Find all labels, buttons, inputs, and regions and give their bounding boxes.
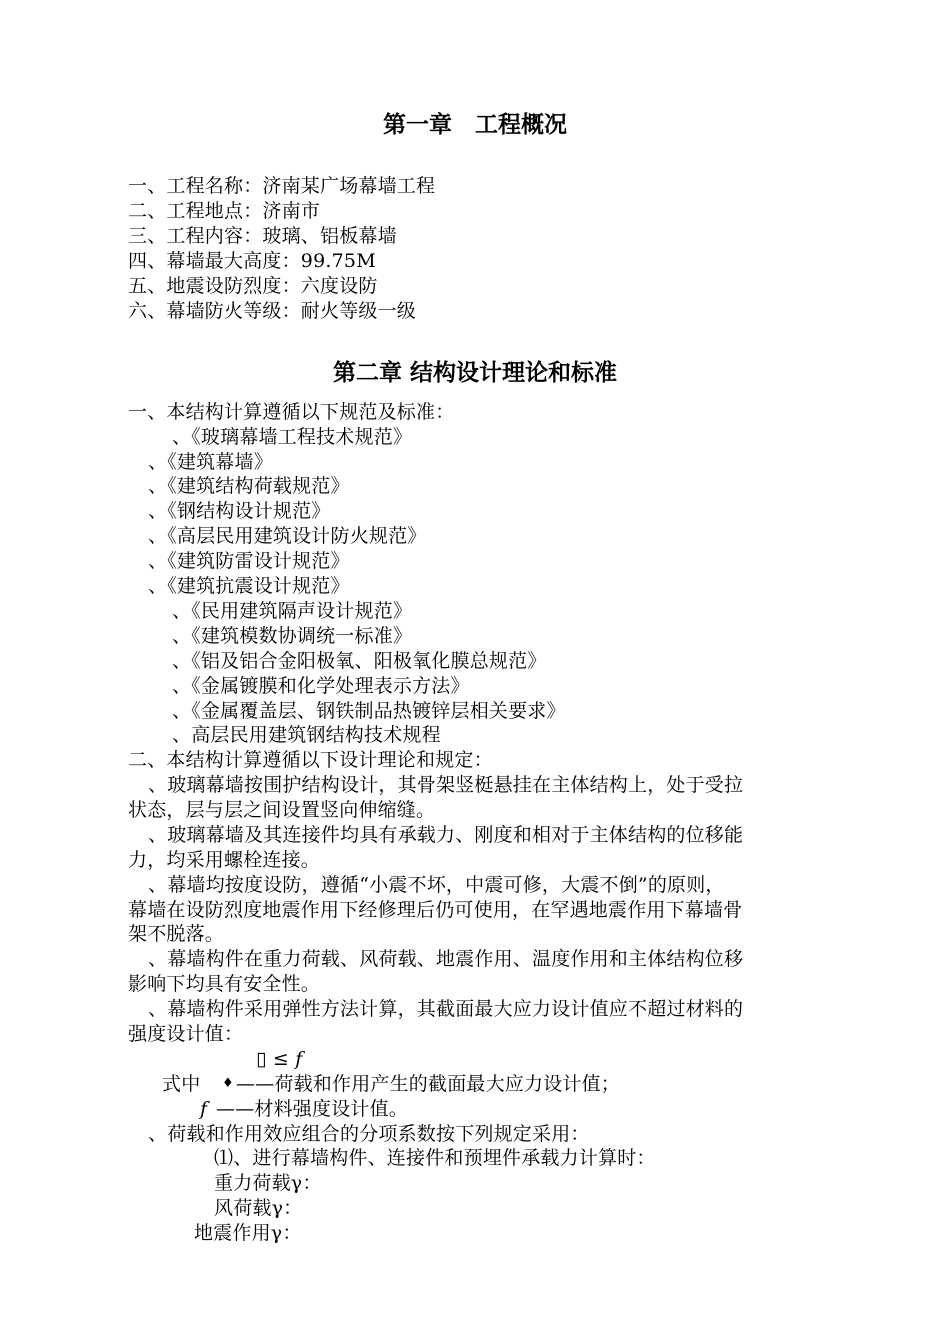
standard-item: 、《玻璃幕墙工程技术规范》 [172, 426, 413, 448]
project-item: 四、幕墙最大高度：99.75M [128, 250, 376, 272]
standard-item: 、《高层民用建筑设计防火规范》 [148, 525, 427, 547]
paragraph-line: 、玻璃幕墙及其连接件均具有承载力、刚度和相对于主体结构的位移能 [148, 824, 744, 846]
standard-item: 、《建筑幕墙》 [148, 451, 273, 473]
standard-item: 、《金属覆盖层、钢铁制品热镀锌层相关要求》 [172, 700, 566, 722]
standard-item: 、《建筑模数协调统一标准》 [172, 625, 413, 647]
project-item: 六、幕墙防火等级：耐火等级一级 [128, 300, 417, 322]
paragraph-line: 状态，层与层之间设置竖向伸缩缝。 [128, 799, 436, 821]
where-label: 式中 [162, 1073, 201, 1095]
paragraph-line: 、玻璃幕墙按围护结构设计，其骨架竖梃悬挂在主体结构上，处于受拉 [148, 774, 744, 796]
standard-item: 、高层民用建筑钢结构技术规程 [172, 724, 441, 746]
standard-item: 、《铝及铝合金阳极氧、阳极氧化膜总规范》 [172, 650, 547, 672]
section1-title: 一、本结构计算遵循以下规范及标准： [128, 401, 455, 423]
paragraph-line: 架不脱落。 [128, 923, 225, 945]
factor-intro: 、荷载和作用效应组合的分项系数按下列规定采用： [148, 1123, 590, 1145]
standard-item: 、《建筑防雷设计规范》 [148, 550, 350, 572]
paragraph-line: 影响下均具有安全性。 [128, 973, 321, 995]
factor-item: 重力荷载γ： [214, 1172, 322, 1194]
paragraph-line: 、幕墙构件采用弹性方法计算，其截面最大应力设计值应不超过材料的 [148, 998, 744, 1020]
paragraph-line: 、幕墙构件在重力荷载、风荷载、地震作用、温度作用和主体结构位移 [148, 948, 744, 970]
project-item: 一、工程名称：济南某广场幕墙工程 [128, 175, 436, 197]
sigma-symbol: ♦ [222, 1076, 234, 1091]
paragraph-line: 幕墙在设防烈度地震作用下经修理后仍可使用，在罕遇地震作用下幕墙骨 [128, 899, 743, 921]
f-symbol: f [200, 1098, 208, 1120]
chapter1-title: 第一章 工程概况 [383, 112, 567, 138]
project-item: 二、工程地点：济南市 [128, 200, 321, 222]
standard-item: 、《金属镀膜和化学处理表示方法》 [172, 675, 470, 697]
standard-item: 、《建筑结构荷载规范》 [148, 475, 350, 497]
factor-item: 地震作用γ： [194, 1222, 302, 1244]
project-item: 五、地震设防烈度：六度设防 [128, 275, 378, 297]
section2-title: 二、本结构计算遵循以下设计理论和规定： [128, 749, 493, 771]
stress-formula: ▯ ≤ f [256, 1048, 303, 1070]
standard-item: 、《民用建筑隔声设计规范》 [172, 600, 413, 622]
paragraph-line: 强度设计值： [128, 1023, 244, 1045]
factor-case: ⑴、进行幕墙构件、连接件和预埋件承载力计算时： [214, 1147, 656, 1169]
where-definition-stress: ——荷载和作用产生的截面最大应力设计值； [236, 1073, 621, 1095]
project-item: 三、工程内容：玻璃、铝板幕墙 [128, 225, 397, 247]
where-definition-strength: ——材料强度设计值。 [216, 1098, 409, 1120]
standard-item: 、《钢结构设计规范》 [148, 500, 331, 522]
factor-item: 风荷载γ： [214, 1197, 303, 1219]
standard-item: 、《建筑抗震设计规范》 [148, 575, 350, 597]
chapter2-title: 第二章 结构设计理论和标准 [332, 360, 617, 386]
paragraph-line: 、幕墙均按度设防，遵循“小震不坏，中震可修，大震不倒”的原则， [148, 874, 725, 896]
paragraph-line: 力，均采用螺栓连接。 [128, 849, 321, 871]
